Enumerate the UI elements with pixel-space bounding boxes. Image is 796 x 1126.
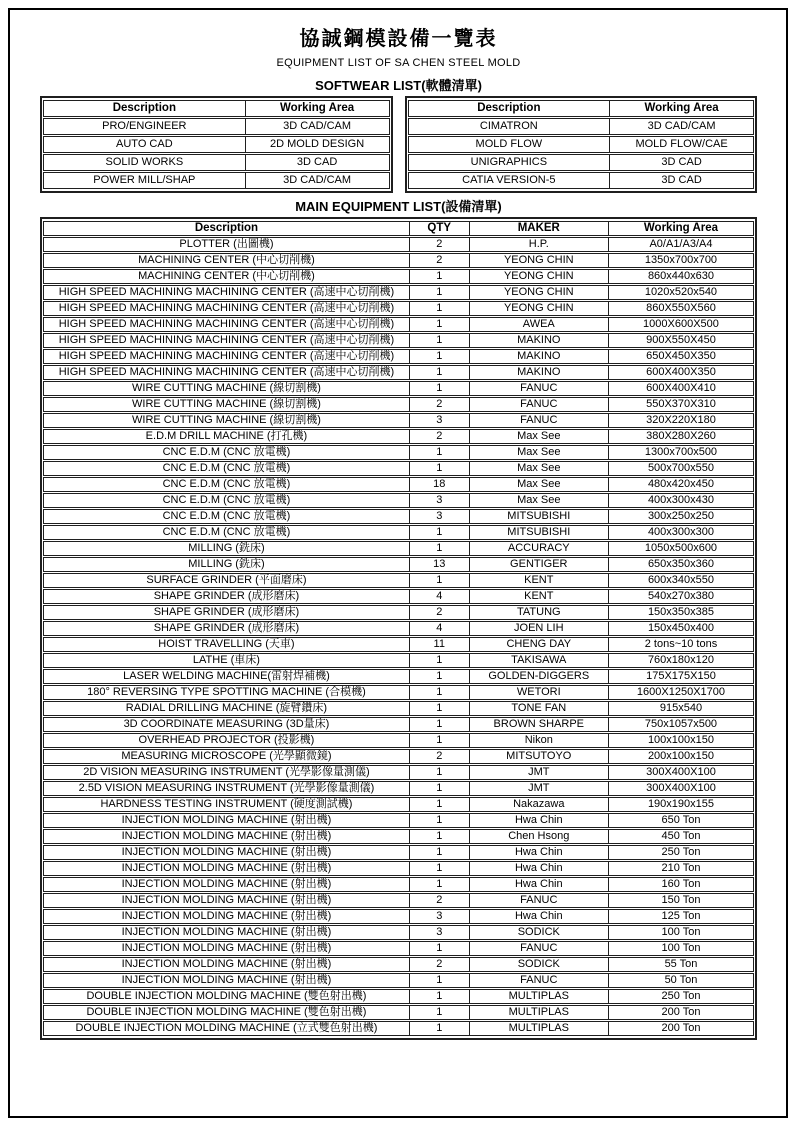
table-cell: 380X280X260 [609, 429, 754, 444]
table-cell: TAKISAWA [470, 653, 609, 668]
table-cell: BROWN SHARPE [470, 717, 609, 732]
table-cell: HIGH SPEED MACHINING MACHINING CENTER (高速中心切削機) [43, 285, 410, 300]
table-cell: 100 Ton [609, 941, 754, 956]
table-cell: HOIST TRAVELLING (天車) [43, 637, 410, 652]
table-cell: MULTIPLAS [470, 1005, 609, 1020]
table-cell: 3 [410, 413, 470, 428]
table-row [43, 733, 754, 748]
table-cell: 4 [410, 621, 470, 636]
table-cell: CNC E.D.M (CNC 放電機) [43, 445, 410, 460]
table-cell: INJECTION MOLDING MACHINE (射出機) [43, 861, 410, 876]
table-cell: CIMATRON [408, 118, 611, 135]
table-cell: INJECTION MOLDING MACHINE (射出機) [43, 909, 410, 924]
table-cell: 2 [410, 253, 470, 268]
table-cell: 3 [410, 493, 470, 508]
column-header: Working Area [610, 100, 754, 117]
table-cell: 11 [410, 637, 470, 652]
table-cell: H.P. [470, 237, 609, 252]
table-cell: 100 Ton [609, 925, 754, 940]
page-title: 協誠鋼模設備一覽表 [299, 28, 498, 50]
table-cell: Hwa Chin [470, 861, 609, 876]
table-row [43, 637, 754, 652]
table-cell: 3D CAD [610, 172, 754, 189]
table-cell: WIRE CUTTING MACHINE (線切割機) [43, 381, 410, 396]
table-cell: MOLD FLOW/CAE [610, 136, 754, 153]
table-cell: DOUBLE INJECTION MOLDING MACHINE (立式雙色射出機) [43, 1021, 410, 1036]
table-cell: HIGH SPEED MACHINING MACHINING CENTER (高速中心切削機) [43, 301, 410, 316]
table-row [408, 136, 755, 153]
main-equipment-heading: MAIN EQUIPMENT LIST(設備清單) [295, 199, 502, 214]
table-cell: 3D CAD/CAM [610, 118, 754, 135]
table-cell: FANUC [470, 973, 609, 988]
table-cell: GENTIGER [470, 557, 609, 572]
table-cell: FANUC [470, 893, 609, 908]
document-page [8, 8, 788, 1118]
table-cell: 1 [410, 365, 470, 380]
table-cell: 3D COORDINATE MEASURING (3D量床) [43, 717, 410, 732]
table-cell: YEONG CHIN [470, 285, 609, 300]
table-cell: Hwa Chin [470, 909, 609, 924]
table-cell: 2 [410, 429, 470, 444]
table-cell: 180° REVERSING TYPE SPOTTING MACHINE (合模機) [43, 685, 410, 700]
table-cell: CNC E.D.M (CNC 放電機) [43, 509, 410, 524]
table-cell: 2 [410, 893, 470, 908]
table-cell: INJECTION MOLDING MACHINE (射出機) [43, 845, 410, 860]
table-cell: MOLD FLOW [408, 136, 611, 153]
table-cell: 450 Ton [609, 829, 754, 844]
table-cell: MAKINO [470, 349, 609, 364]
table-row [43, 118, 390, 135]
page-subtitle: EQUIPMENT LIST OF SA CHEN STEEL MOLD [276, 57, 521, 69]
table-row [43, 957, 754, 972]
table-cell: 2.5D VISION MEASURING INSTRUMENT (光學影像量測儀) [43, 781, 410, 796]
table-cell: YEONG CHIN [470, 253, 609, 268]
table-cell: 100x100x150 [609, 733, 754, 748]
table-cell: 3 [410, 909, 470, 924]
table-cell: 3 [410, 925, 470, 940]
table-cell: TONE FAN [470, 701, 609, 716]
table-row [43, 1021, 754, 1036]
table-cell: SHAPE GRINDER (成形磨床) [43, 589, 410, 604]
column-header: QTY [410, 221, 470, 236]
table-row [43, 285, 754, 300]
column-header: Description [43, 221, 410, 236]
table-cell: 1 [410, 973, 470, 988]
table-cell: MILLING (銑床) [43, 541, 410, 556]
table-cell: 600X400X410 [609, 381, 754, 396]
table-cell: Hwa Chin [470, 813, 609, 828]
table-cell: MITSUBISHI [470, 525, 609, 540]
table-cell: SHAPE GRINDER (成形磨床) [43, 605, 410, 620]
table-row [43, 861, 754, 876]
table-cell: 210 Ton [609, 861, 754, 876]
table-row [43, 797, 754, 812]
table-cell: MACHINING CENTER (中心切削機) [43, 269, 410, 284]
table-row [43, 1005, 754, 1020]
software-tables-row [40, 96, 757, 193]
table-cell: CHENG DAY [470, 637, 609, 652]
table-row [43, 573, 754, 588]
table-cell: 3D CAD/CAM [246, 172, 390, 189]
table-cell: 1 [410, 797, 470, 812]
table-cell: WIRE CUTTING MACHINE (線切割機) [43, 413, 410, 428]
table-cell: HIGH SPEED MACHINING MACHINING CENTER (高速中心切削機) [43, 349, 410, 364]
table-cell: 300x250x250 [609, 509, 754, 524]
table-cell: SHAPE GRINDER (成形磨床) [43, 621, 410, 636]
table-cell: 250 Ton [609, 989, 754, 1004]
table-cell: 13 [410, 557, 470, 572]
table-cell: INJECTION MOLDING MACHINE (射出機) [43, 893, 410, 908]
table-cell: MACHINING CENTER (中心切削機) [43, 253, 410, 268]
table-cell: 750x1057x500 [609, 717, 754, 732]
table-cell: MITSUTOYO [470, 749, 609, 764]
table-row [43, 525, 754, 540]
table-cell: 2D VISION MEASURING INSTRUMENT (光學影像量測儀) [43, 765, 410, 780]
column-header: MAKER [470, 221, 609, 236]
column-header: Description [43, 100, 246, 117]
table-cell: 400x300x300 [609, 525, 754, 540]
table-cell: 1020x520x540 [609, 285, 754, 300]
table-cell: 160 Ton [609, 877, 754, 892]
table-row [43, 893, 754, 908]
table-cell: 1 [410, 829, 470, 844]
table-cell: FANUC [470, 413, 609, 428]
table-cell: 1 [410, 1021, 470, 1036]
table-cell: AWEA [470, 317, 609, 332]
header-row [43, 221, 754, 236]
table-cell: 190x190x155 [609, 797, 754, 812]
table-row [43, 621, 754, 636]
table-row [43, 317, 754, 332]
table-cell: RADIAL DRILLING MACHINE (旋臂鑽床) [43, 701, 410, 716]
table-cell: JMT [470, 781, 609, 796]
main-equipment-table [43, 220, 754, 1037]
table-cell: 650X450X350 [609, 349, 754, 364]
table-cell: 3D CAD [246, 154, 390, 171]
table-cell: MAKINO [470, 365, 609, 380]
table-cell: FANUC [470, 397, 609, 412]
table-cell: 1350x700x700 [609, 253, 754, 268]
table-cell: PLOTTER (出圖機) [43, 237, 410, 252]
table-cell: 150x350x385 [609, 605, 754, 620]
table-cell: 400x300x430 [609, 493, 754, 508]
table-row [408, 172, 755, 189]
table-row [43, 237, 754, 252]
table-cell: 2 [410, 237, 470, 252]
table-cell: Max See [470, 477, 609, 492]
table-cell: 3D CAD [610, 154, 754, 171]
table-cell: 175X175X150 [609, 669, 754, 684]
software-table-left [43, 99, 390, 190]
table-cell: MAKINO [470, 333, 609, 348]
table-cell: 1 [410, 813, 470, 828]
table-cell: 2 [410, 605, 470, 620]
table-cell: INJECTION MOLDING MACHINE (射出機) [43, 973, 410, 988]
table-cell: 320X220X180 [609, 413, 754, 428]
table-row [43, 765, 754, 780]
table-cell: ACCURACY [470, 541, 609, 556]
table-cell: 1 [410, 541, 470, 556]
table-row [43, 381, 754, 396]
table-cell: 1 [410, 765, 470, 780]
table-cell: 125 Ton [609, 909, 754, 924]
table-cell: LASER WELDING MACHINE(雷射焊補機) [43, 669, 410, 684]
table-cell: 1 [410, 573, 470, 588]
table-cell: 300X400X100 [609, 765, 754, 780]
table-row [408, 154, 755, 171]
table-cell: GOLDEN-DIGGERS [470, 669, 609, 684]
software-table-left-frame [40, 96, 393, 193]
table-cell: 1 [410, 685, 470, 700]
table-cell: HARDNESS TESTING INSTRUMENT (硬度測試機) [43, 797, 410, 812]
table-cell: AUTO CAD [43, 136, 246, 153]
table-cell: UNIGRAPHICS [408, 154, 611, 171]
table-cell: 250 Ton [609, 845, 754, 860]
table-cell: CATIA VERSION-5 [408, 172, 611, 189]
table-cell: INJECTION MOLDING MACHINE (射出機) [43, 829, 410, 844]
table-cell: 1 [410, 941, 470, 956]
table-cell: 18 [410, 477, 470, 492]
table-cell: SURFACE GRINDER (平面磨床) [43, 573, 410, 588]
table-cell: Hwa Chin [470, 877, 609, 892]
table-cell: 1 [410, 733, 470, 748]
column-header: Description [408, 100, 611, 117]
table-cell: 3 [410, 509, 470, 524]
table-cell: Nikon [470, 733, 609, 748]
table-cell: WIRE CUTTING MACHINE (線切割機) [43, 397, 410, 412]
table-cell: 1050x500x600 [609, 541, 754, 556]
table-cell: 2D MOLD DESIGN [246, 136, 390, 153]
table-cell: 760x180x120 [609, 653, 754, 668]
table-cell: YEONG CHIN [470, 301, 609, 316]
table-cell: CNC E.D.M (CNC 放電機) [43, 525, 410, 540]
table-row [43, 829, 754, 844]
table-row [43, 172, 390, 189]
table-cell: HIGH SPEED MACHINING MACHINING CENTER (高速中心切削機) [43, 333, 410, 348]
table-row [43, 365, 754, 380]
table-cell: JOEN LIH [470, 621, 609, 636]
table-cell: SODICK [470, 925, 609, 940]
table-row [43, 701, 754, 716]
table-cell: POWER MILL/SHAP [43, 172, 246, 189]
table-cell: 1 [410, 845, 470, 860]
table-row [43, 589, 754, 604]
table-cell: 1 [410, 285, 470, 300]
table-cell: 650x350x360 [609, 557, 754, 572]
table-cell: 550X370X310 [609, 397, 754, 412]
main-equipment-table-frame [40, 217, 757, 1040]
table-cell: 1 [410, 861, 470, 876]
table-cell: 3D CAD/CAM [246, 118, 390, 135]
table-cell: KENT [470, 589, 609, 604]
table-cell: A0/A1/A3/A4 [609, 237, 754, 252]
table-cell: 1 [410, 1005, 470, 1020]
table-cell: 600X400X350 [609, 365, 754, 380]
table-cell: 1 [410, 701, 470, 716]
header-row [408, 100, 755, 117]
table-cell: Max See [470, 493, 609, 508]
table-cell: JMT [470, 765, 609, 780]
table-cell: 55 Ton [609, 957, 754, 972]
table-row [43, 845, 754, 860]
table-cell: MILLING (銑床) [43, 557, 410, 572]
table-cell: CNC E.D.M (CNC 放電機) [43, 477, 410, 492]
table-cell: 2 [410, 397, 470, 412]
header-row [43, 100, 390, 117]
table-cell: 1 [410, 717, 470, 732]
softwear-list-heading: SOFTWEAR LIST(軟體清單) [315, 78, 482, 93]
table-cell: 1 [410, 301, 470, 316]
table-row [43, 253, 754, 268]
table-row [43, 136, 390, 153]
table-row [43, 717, 754, 732]
table-cell: 1000X600X500 [609, 317, 754, 332]
table-cell: 1 [410, 781, 470, 796]
table-row [43, 541, 754, 556]
table-cell: LATHE (車床) [43, 653, 410, 668]
table-cell: INJECTION MOLDING MACHINE (射出機) [43, 877, 410, 892]
table-cell: INJECTION MOLDING MACHINE (射出機) [43, 957, 410, 972]
table-cell: Max See [470, 429, 609, 444]
table-cell: 200x100x150 [609, 749, 754, 764]
table-cell: 1 [410, 445, 470, 460]
table-row [43, 669, 754, 684]
table-cell: 1 [410, 349, 470, 364]
table-cell: Chen Hsong [470, 829, 609, 844]
table-cell: 1 [410, 877, 470, 892]
table-row [43, 925, 754, 940]
table-cell: INJECTION MOLDING MACHINE (射出機) [43, 941, 410, 956]
table-cell: INJECTION MOLDING MACHINE (射出機) [43, 813, 410, 828]
table-cell: OVERHEAD PROJECTOR (投影機) [43, 733, 410, 748]
table-cell: 1 [410, 333, 470, 348]
table-cell: DOUBLE INJECTION MOLDING MACHINE (雙色射出機) [43, 989, 410, 1004]
table-row [43, 154, 390, 171]
table-row [43, 557, 754, 572]
table-cell: 2 tons~10 tons [609, 637, 754, 652]
table-row [43, 605, 754, 620]
table-cell: FANUC [470, 381, 609, 396]
table-cell: E.D.M DRILL MACHINE (打孔機) [43, 429, 410, 444]
table-row [43, 349, 754, 364]
table-cell: Nakazawa [470, 797, 609, 812]
table-cell: 150 Ton [609, 893, 754, 908]
table-row [43, 269, 754, 284]
table-cell: 50 Ton [609, 973, 754, 988]
table-cell: YEONG CHIN [470, 269, 609, 284]
table-cell: 500x700x550 [609, 461, 754, 476]
table-cell: 860x440x630 [609, 269, 754, 284]
software-table-right-frame [405, 96, 758, 193]
table-cell: FANUC [470, 941, 609, 956]
table-cell: 1 [410, 461, 470, 476]
table-cell: CNC E.D.M (CNC 放電機) [43, 493, 410, 508]
table-cell: TATUNG [470, 605, 609, 620]
table-row [43, 493, 754, 508]
table-cell: CNC E.D.M (CNC 放電機) [43, 461, 410, 476]
table-cell: HIGH SPEED MACHINING MACHINING CENTER (高速中心切削機) [43, 365, 410, 380]
table-row [43, 909, 754, 924]
table-cell: WETORI [470, 685, 609, 700]
table-cell: 200 Ton [609, 1021, 754, 1036]
table-row [43, 477, 754, 492]
software-table-right [408, 99, 755, 190]
table-cell: 1 [410, 653, 470, 668]
table-cell: 915x540 [609, 701, 754, 716]
table-row [43, 813, 754, 828]
table-cell: 1 [410, 989, 470, 1004]
table-cell: 200 Ton [609, 1005, 754, 1020]
table-row [43, 989, 754, 1004]
table-cell: MULTIPLAS [470, 1021, 609, 1036]
table-row [43, 301, 754, 316]
table-cell: HIGH SPEED MACHINING MACHINING CENTER (高速中心切削機) [43, 317, 410, 332]
table-cell: 860X550X560 [609, 301, 754, 316]
table-cell: SODICK [470, 957, 609, 972]
column-header: Working Area [609, 221, 754, 236]
table-cell: 600x340x550 [609, 573, 754, 588]
table-cell: 650 Ton [609, 813, 754, 828]
table-cell: 1 [410, 269, 470, 284]
table-cell: 300X400X100 [609, 781, 754, 796]
table-cell: 4 [410, 589, 470, 604]
table-cell: MULTIPLAS [470, 989, 609, 1004]
table-cell: 1600X1250X1700 [609, 685, 754, 700]
table-cell: 1 [410, 317, 470, 332]
column-header: Working Area [246, 100, 390, 117]
table-cell: DOUBLE INJECTION MOLDING MACHINE (雙色射出機) [43, 1005, 410, 1020]
table-cell: MITSUBISHI [470, 509, 609, 524]
table-cell: Max See [470, 461, 609, 476]
table-cell: INJECTION MOLDING MACHINE (射出機) [43, 925, 410, 940]
table-cell: MEASURING MICROSCOPE (光學顯微鏡) [43, 749, 410, 764]
table-row [43, 653, 754, 668]
table-cell: SOLID WORKS [43, 154, 246, 171]
table-row [43, 333, 754, 348]
table-cell: 150x450x400 [609, 621, 754, 636]
table-cell: 1300x700x500 [609, 445, 754, 460]
table-cell: 900X550X450 [609, 333, 754, 348]
table-cell: 540x270x380 [609, 589, 754, 604]
table-row [408, 118, 755, 135]
table-row [43, 941, 754, 956]
table-cell: KENT [470, 573, 609, 588]
table-cell: 1 [410, 669, 470, 684]
table-cell: 2 [410, 957, 470, 972]
table-row [43, 781, 754, 796]
table-row [43, 973, 754, 988]
table-cell: 480x420x450 [609, 477, 754, 492]
table-row [43, 877, 754, 892]
table-cell: PRO/ENGINEER [43, 118, 246, 135]
table-row [43, 509, 754, 524]
table-cell: 1 [410, 381, 470, 396]
table-row [43, 413, 754, 428]
table-row [43, 397, 754, 412]
table-row [43, 461, 754, 476]
table-row [43, 445, 754, 460]
table-cell: 2 [410, 749, 470, 764]
table-row [43, 749, 754, 764]
table-cell: Hwa Chin [470, 845, 609, 860]
table-cell: 1 [410, 525, 470, 540]
table-row [43, 429, 754, 444]
table-cell: Max See [470, 445, 609, 460]
table-row [43, 685, 754, 700]
